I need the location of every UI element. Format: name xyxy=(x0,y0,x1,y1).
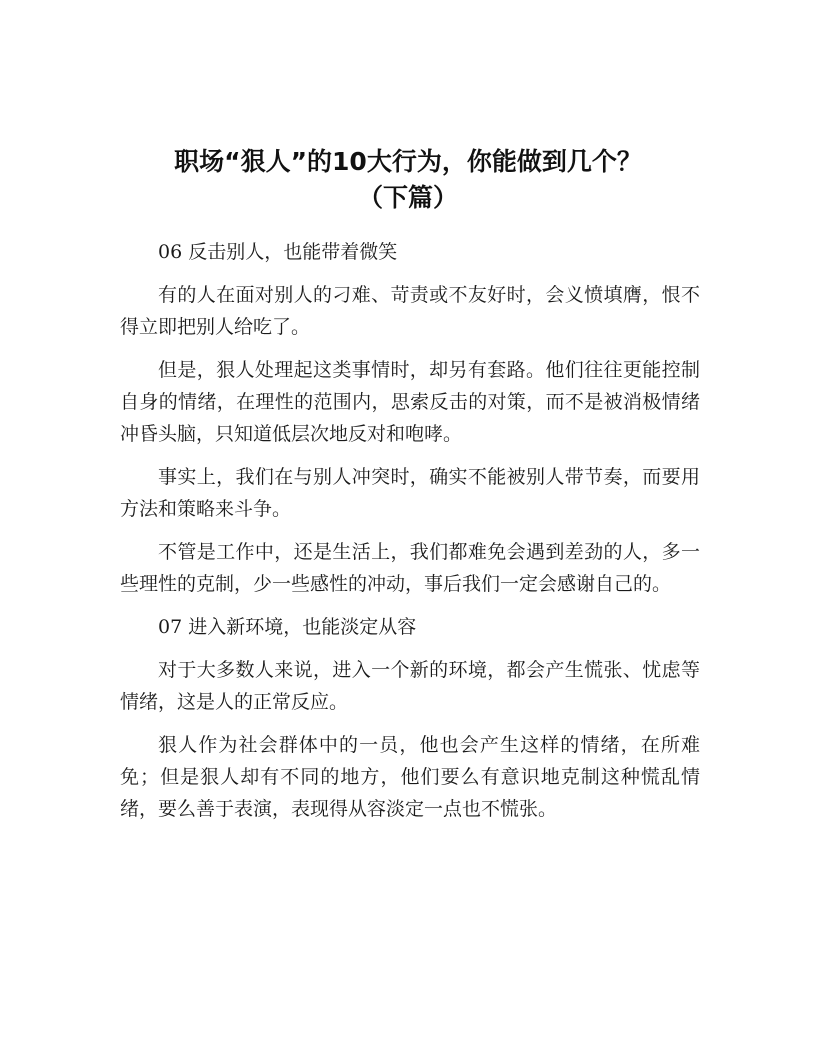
page-subtitle: （下篇） xyxy=(357,183,458,212)
paragraph: 对于大多数人来说，进入一个新的环境，都会产生慌张、忧虑等情绪，这是人的正常反应。 xyxy=(120,659,700,713)
page-title: 职场“狠人”的10大行为，你能做到几个？ xyxy=(174,147,642,176)
paragraph: 有的人在面对别人的刁难、苛责或不友好时，会义愤填膺，恨不得立即把别人给吃了。 xyxy=(120,284,700,338)
paragraph: 狠人作为社会群体中的一员，他也会产生这样的情绪，在所难免；但是狠人却有不同的地方，他们要么有意识地克制这种慌乱情绪，要么善于表演，表现得从容淡定一点也不慌张。 xyxy=(120,734,700,820)
section-heading-07: 07 进入新环境，也能淡定从容 xyxy=(158,616,417,638)
paragraph: 不管是工作中，还是生活上，我们都难免会遇到差劲的人，多一些理性的克制，少一些感性的冲动，事后我们一定会感谢自己的。 xyxy=(120,541,700,595)
section-heading-06: 06 反击别人，也能带着微笑 xyxy=(158,241,398,263)
paragraph: 事实上，我们在与别人冲突时，确实不能被别人带节奏，而要用方法和策略来斗争。 xyxy=(120,466,700,520)
paragraph: 但是，狠人处理起这类事情时，却另有套路。他们往往更能控制自身的情绪，在理性的范围内，思索反击的对策，而不是被消极情绪冲昏头脑，只知道低层次地反对和咆哮。 xyxy=(120,359,700,445)
article-body xyxy=(120,236,700,836)
